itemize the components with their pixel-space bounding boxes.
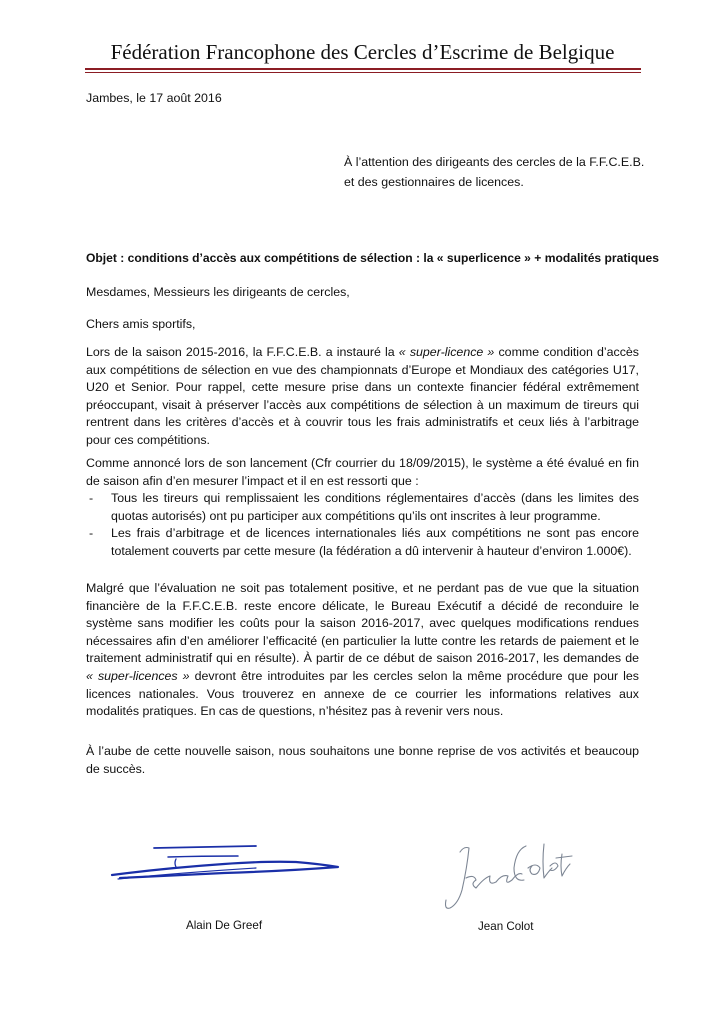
list-item: - Les frais d’arbitrage et de licences internationales liés aux compétitions ne sont pas encore totalement couverts par cette mesure (la fédération a dû intervenir à hauteur d’environ 1.000€). (86, 525, 639, 560)
superlicences-term: « super-licences » (86, 668, 190, 683)
body-paragraph-1 (86, 344, 639, 450)
date-line: Jambes, le 17 août 2016 (86, 91, 222, 105)
signature-alain-de-greef (106, 838, 346, 888)
salutation-2: Chers amis sportifs, (86, 317, 196, 331)
body-paragraph-3 (86, 580, 639, 721)
signatory-name: Alain De Greef (186, 919, 263, 932)
letterhead-rule-bottom (85, 72, 641, 73)
body-paragraph-4: À l’aube de cette nouvelle saison, nous souhaitons une bonne reprise de vos activités et beaucoup de succès. (86, 744, 639, 776)
signatory-name: Jean Colot (478, 920, 534, 933)
superlicence-term: « super-licence » (398, 345, 495, 359)
findings-list (86, 490, 639, 560)
recipient-block (344, 152, 644, 192)
letterhead-title: Fédération Francophone des Cercles d’Escrime de Belgique (110, 40, 615, 64)
paragraph-3-text-end: devront être introduites par les cercles selon la même procédure que pour les licences nationales. Vous trouverez en annexe de ce courrier les informations relatives aux modalités pratiques. En cas de questions, n’hésitez pas à revenir vers nous. (86, 668, 639, 719)
subject-line: Objet : conditions d’accès aux compétitions de sélection : la « superlicence » + modalités pratiques (86, 251, 659, 265)
salutation-1: Mesdames, Messieurs les dirigeants de cercles, (86, 285, 350, 299)
recipient-line-1: À l’attention des dirigeants des cercles de la F.F.C.E.B. (344, 155, 645, 169)
paragraph-1-text-start: Lors de la saison 2015-2016, la F.F.C.E.B. a instauré la (86, 345, 399, 359)
paragraph-1-text-end: comme condition d’accès aux compétitions de sélection en vue des championnats d’Europe et Mondiaux des catégories U17, U20 et Senior. Pour rappel, cette mesure prise dans un contexte financier fédéral extrêmement préoccupant, visait à préserver l’accès aux compétitions de sélection à un maximum de tireurs qui rentrent dans les critères d’accès et à couvrir tous les frais administratifs et ceux liés à l’arbitrage pour ces compétitions. (86, 345, 639, 447)
recipient-line-2: et des gestionnaires de licences. (344, 175, 524, 189)
list-item: - Tous les tireurs qui remplissaient les conditions réglementaires d’accès (dans les limites des quotas autorisés) ont pu participer aux compétitions qu’ils ont inscrites à leur programme. (86, 490, 639, 525)
signature-jean-colot (440, 838, 575, 923)
paragraph-2-text: Comme annoncé lors de son lancement (Cfr courrier du 18/09/2015), le système a été évalué en fin de saison afin d’en mesurer l’impact et il en est ressorti que : (86, 456, 639, 488)
body-paragraph-2 (86, 455, 639, 561)
letterhead-rule-top (85, 68, 641, 70)
paragraph-3-text-start: Malgré que l’évaluation ne soit pas totalement positive, et ne perdant pas de vue que la situation financière de la F.F.C.E.B. reste encore délicate, le Bureau Exécutif a décidé de reconduire le système sans modifier les coûts pour la saison 2016-2017, avec quelques modifications rendues nécessaires afin d’en améliorer l’efficacité (en particulier la lutte contre les retards de paiement et le traitement administratif qui en résulte). À partir de ce début de saison 2016-2017, les demandes de (86, 581, 639, 666)
